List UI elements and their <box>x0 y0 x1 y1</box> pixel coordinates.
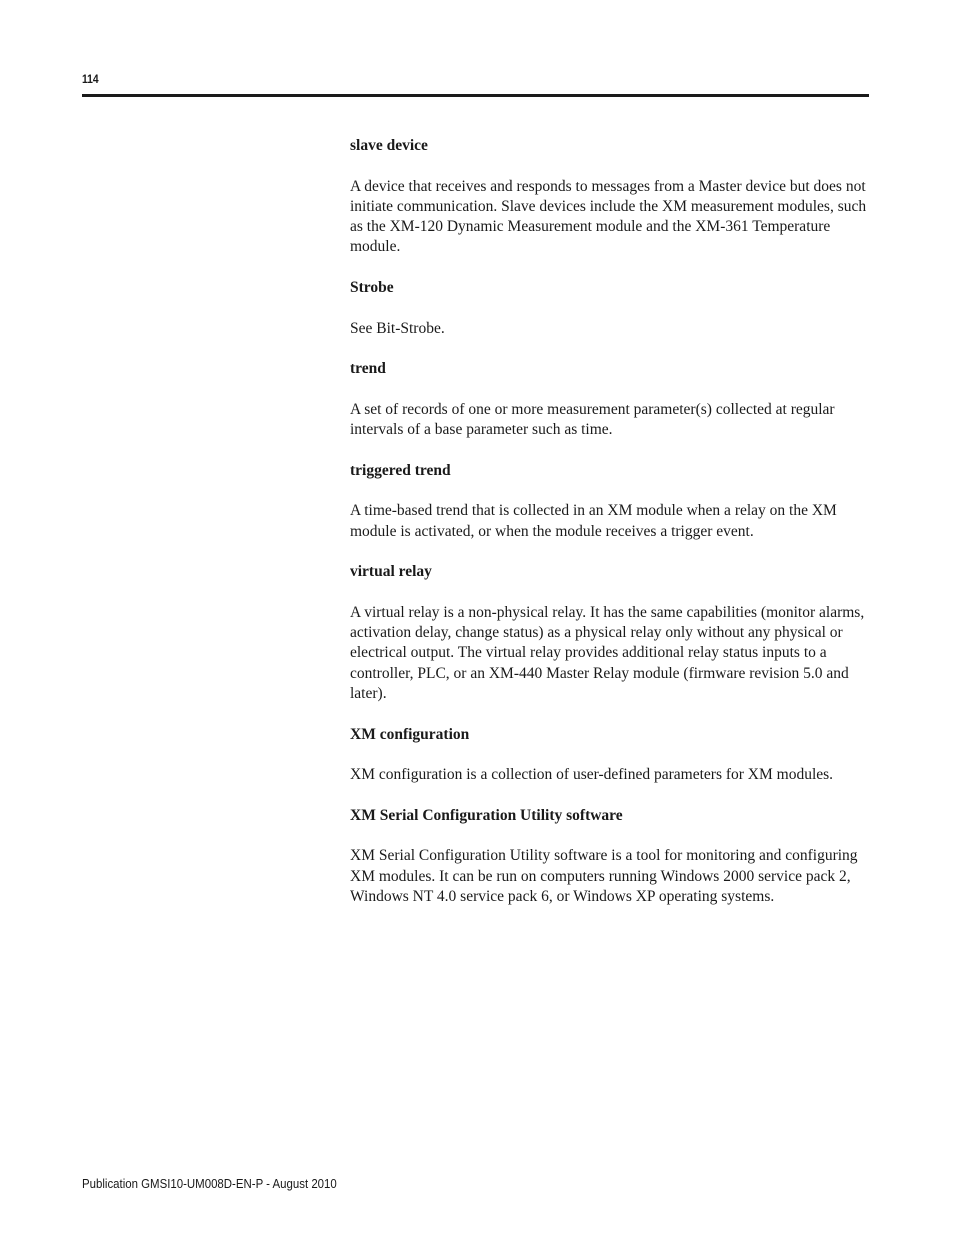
header-rule <box>82 94 869 97</box>
glossary-term: virtual relay <box>350 563 432 581</box>
glossary-entry <box>350 725 870 786</box>
page-number: 114 <box>82 72 99 86</box>
glossary-term: triggered trend <box>350 461 451 479</box>
glossary-definition: See Bit-Strobe. <box>350 319 445 337</box>
glossary-entry <box>350 562 870 704</box>
glossary-definition: XM configuration is a collection of user-defined parameters for XM modules. <box>350 766 834 784</box>
glossary-term: XM Serial Configuration Utility software <box>350 806 623 824</box>
glossary-entry <box>350 359 870 440</box>
glossary-entry <box>350 806 870 907</box>
glossary-content <box>350 136 870 928</box>
glossary-entry <box>350 278 870 339</box>
glossary-definition: A virtual relay is a non-physical relay. It has the same capabilities (monitor alarms, activation delay, change status) as a physical relay only without any physical or electrical output. The virtual relay provides additional relay status inputs to a controller, PLC, or an XM-440 Master Relay module (firmware revision 5.0 and later). <box>350 603 865 703</box>
glossary-term: trend <box>350 360 386 378</box>
glossary-term: XM configuration <box>350 725 470 743</box>
glossary-definition: XM Serial Configuration Utility software is a tool for monitoring and configuring XM modules. It can be run on computers running Windows 2000 service pack 2, Windows NT 4.0 service pack 6, or Windows XP operating systems. <box>350 847 858 905</box>
glossary-entry <box>350 136 870 258</box>
glossary-term: Strobe <box>350 279 394 297</box>
glossary-entry <box>350 461 870 542</box>
glossary-term: slave device <box>350 137 428 154</box>
publication-footer: Publication GMSI10-UM008D-EN-P - August 2010 <box>82 1176 337 1191</box>
glossary-definition: A time-based trend that is collected in an XM module when a relay on the XM module is activated, or when the module receives a trigger event. <box>350 502 837 540</box>
glossary-definition: A device that receives and responds to messages from a Master device but does not initiate communication. Slave devices include the XM measurement modules, such as the XM-120 Dynamic Measurement module and the XM-361 Temperature module. <box>350 177 867 256</box>
glossary-definition: A set of records of one or more measurement parameter(s) collected at regular intervals of a base parameter such as time. <box>350 400 835 439</box>
